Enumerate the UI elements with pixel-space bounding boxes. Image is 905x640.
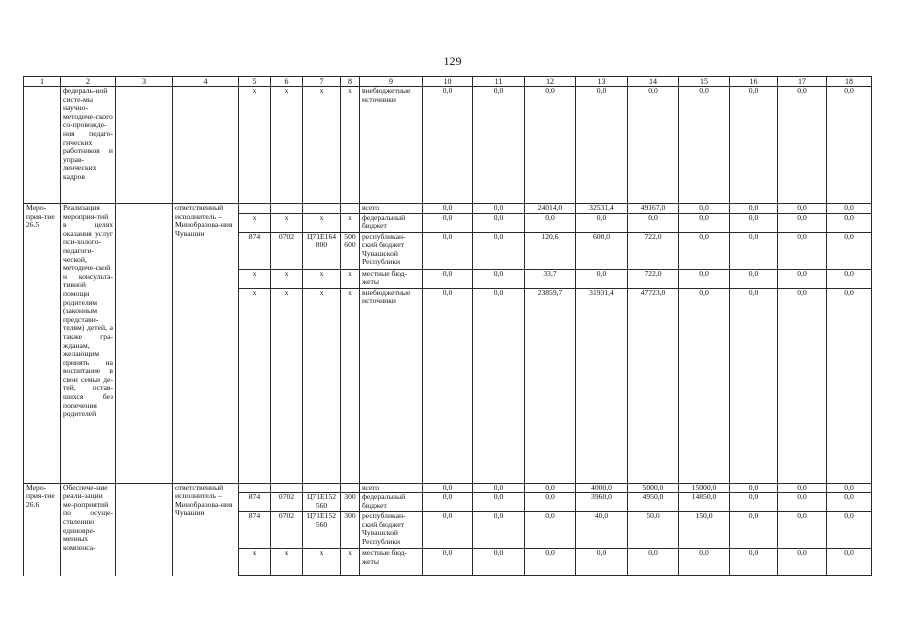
budget-code-c5: x bbox=[239, 549, 271, 576]
value-cell: 0,0 bbox=[525, 213, 576, 232]
budget-code-c6: x bbox=[271, 269, 303, 288]
value-cell: 0,0 bbox=[730, 288, 778, 483]
value-cell: 600,0 bbox=[576, 232, 628, 269]
column-number-8: 8 bbox=[341, 77, 360, 87]
continuation-row bbox=[24, 87, 872, 204]
header-row bbox=[24, 77, 872, 87]
budget-code-c8: x bbox=[341, 87, 360, 204]
budget-code-c8: x bbox=[341, 269, 360, 288]
value-cell: 0,0 bbox=[473, 269, 525, 288]
value-cell: 0,0 bbox=[423, 493, 473, 512]
budget-code-c5: 874 bbox=[239, 232, 271, 269]
funding-source: внебюджетные источники bbox=[360, 87, 423, 204]
value-cell: 0,0 bbox=[473, 512, 525, 549]
budget-code-c7 bbox=[303, 483, 341, 493]
event-name: Обеспече-ние реали-зации ме-роприятий по осуще-ствлению единовре-менных компенса- bbox=[61, 483, 116, 576]
value-cell: 0,0 bbox=[778, 232, 827, 269]
responsible-executor: ответственный исполнитель – Минобразова-ния Чувашии bbox=[173, 204, 239, 484]
budget-code-c7: Ц71E164 800 bbox=[303, 232, 341, 269]
budget-code-c8: x bbox=[341, 213, 360, 232]
value-cell: 0,0 bbox=[679, 87, 730, 204]
column-3-cell bbox=[116, 483, 173, 576]
value-cell: 0,0 bbox=[525, 483, 576, 493]
value-cell: 0,0 bbox=[423, 232, 473, 269]
table-row bbox=[24, 483, 872, 493]
value-cell: 0,0 bbox=[778, 288, 827, 483]
value-cell: 0,0 bbox=[473, 87, 525, 204]
value-cell: 0,0 bbox=[525, 512, 576, 549]
value-cell: 0,0 bbox=[778, 269, 827, 288]
value-cell: 0,0 bbox=[730, 232, 778, 269]
budget-code-c7: x bbox=[303, 269, 341, 288]
value-cell: 150,0 bbox=[679, 512, 730, 549]
value-cell: 4950,0 bbox=[628, 493, 679, 512]
budget-code-c8: 500 600 bbox=[341, 232, 360, 269]
column-number-15: 15 bbox=[679, 77, 730, 87]
funding-source: внебюджетные источники bbox=[360, 288, 423, 483]
budget-code-c7: x bbox=[303, 87, 341, 204]
column-number-16: 16 bbox=[730, 77, 778, 87]
event-name-cell: федераль-ной систе-мы научно-методиче-ского со-провожде-ния педаго-гических работников и управ-ленческих кадров bbox=[61, 87, 116, 204]
value-cell: 0,0 bbox=[730, 213, 778, 232]
value-cell: 0,0 bbox=[778, 512, 827, 549]
column-number-14: 14 bbox=[628, 77, 679, 87]
value-cell: 14850,0 bbox=[679, 493, 730, 512]
value-cell: 0,0 bbox=[827, 269, 872, 288]
value-cell: 23859,7 bbox=[525, 288, 576, 483]
value-cell: 0,0 bbox=[679, 232, 730, 269]
budget-code-c7: Ц71E152 560 bbox=[303, 493, 341, 512]
budget-code-c8 bbox=[341, 483, 360, 493]
value-cell: 40,0 bbox=[576, 512, 628, 549]
budget-table bbox=[23, 76, 872, 576]
value-cell: 50,0 bbox=[628, 512, 679, 549]
value-cell: 5000,0 bbox=[628, 483, 679, 493]
funding-source: республикан-ский бюджет Чувашской Республики bbox=[360, 512, 423, 549]
column-3-cell bbox=[116, 204, 173, 484]
column-number-17: 17 bbox=[778, 77, 827, 87]
value-cell: 3960,0 bbox=[576, 493, 628, 512]
page-number: 129 bbox=[443, 54, 462, 68]
value-cell: 0,0 bbox=[679, 549, 730, 576]
budget-code-c5: x bbox=[239, 269, 271, 288]
value-cell: 47723,0 bbox=[628, 288, 679, 483]
column-number-11: 11 bbox=[473, 77, 525, 87]
budget-code-c5: x bbox=[239, 288, 271, 483]
budget-code-c6: 0702 bbox=[271, 232, 303, 269]
value-cell: 0,0 bbox=[730, 483, 778, 493]
column-number-1: 1 bbox=[24, 77, 61, 87]
value-cell: 0,0 bbox=[679, 269, 730, 288]
funding-source: всего bbox=[360, 204, 423, 214]
value-cell: 120,6 bbox=[525, 232, 576, 269]
funding-source: местные бюд-жеты bbox=[360, 269, 423, 288]
value-cell: 0,0 bbox=[576, 549, 628, 576]
value-cell: 722,0 bbox=[628, 232, 679, 269]
value-cell: 0,0 bbox=[827, 483, 872, 493]
value-cell: 0,0 bbox=[473, 232, 525, 269]
budget-code-c8: 300 bbox=[341, 493, 360, 512]
value-cell: 0,0 bbox=[778, 483, 827, 493]
column-number-7: 7 bbox=[303, 77, 341, 87]
column-number-2: 2 bbox=[61, 77, 116, 87]
budget-code-c5: x bbox=[239, 87, 271, 204]
value-cell: 0,0 bbox=[423, 213, 473, 232]
value-cell: 0,0 bbox=[730, 512, 778, 549]
column-number-5: 5 bbox=[239, 77, 271, 87]
value-cell: 0,0 bbox=[778, 87, 827, 204]
column-number-6: 6 bbox=[271, 77, 303, 87]
table-row bbox=[24, 204, 872, 214]
value-cell: 0,0 bbox=[778, 213, 827, 232]
value-cell: 0,0 bbox=[827, 549, 872, 576]
responsible-executor: ответственный исполнитель – Минобразова-ния Чувашии bbox=[173, 483, 239, 576]
budget-code-c6: 0702 bbox=[271, 512, 303, 549]
budget-code-c7: Ц71E152 560 bbox=[303, 512, 341, 549]
value-cell: 0,0 bbox=[576, 87, 628, 204]
value-cell: 0,0 bbox=[730, 204, 778, 214]
value-cell: 0,0 bbox=[423, 512, 473, 549]
budget-code-c6 bbox=[271, 483, 303, 493]
column-number-4: 4 bbox=[173, 77, 239, 87]
funding-source: местные бюд-жеты bbox=[360, 549, 423, 576]
value-cell: 0,0 bbox=[827, 493, 872, 512]
column-number-13: 13 bbox=[576, 77, 628, 87]
value-cell: 24014,0 bbox=[525, 204, 576, 214]
responsible-cell bbox=[173, 87, 239, 204]
budget-code-c8: x bbox=[341, 549, 360, 576]
funding-source: всего bbox=[360, 483, 423, 493]
value-cell: 0,0 bbox=[827, 213, 872, 232]
value-cell: 0,0 bbox=[827, 204, 872, 214]
value-cell: 0,0 bbox=[576, 269, 628, 288]
value-cell: 0,0 bbox=[423, 549, 473, 576]
budget-code-c5 bbox=[239, 483, 271, 493]
value-cell: 0,0 bbox=[827, 232, 872, 269]
value-cell: 0,0 bbox=[473, 493, 525, 512]
value-cell: 722,0 bbox=[628, 269, 679, 288]
budget-code-c8: 300 bbox=[341, 512, 360, 549]
funding-source: республикан-ский бюджет Чувашской Республики bbox=[360, 232, 423, 269]
value-cell: 0,0 bbox=[778, 493, 827, 512]
value-cell: 32531,4 bbox=[576, 204, 628, 214]
value-cell: 49167,0 bbox=[628, 204, 679, 214]
budget-code-c6: x bbox=[271, 288, 303, 483]
value-cell: 0,0 bbox=[473, 288, 525, 483]
value-cell: 33,7 bbox=[525, 269, 576, 288]
value-cell: 0,0 bbox=[423, 204, 473, 214]
budget-code-c5: 874 bbox=[239, 493, 271, 512]
value-cell: 0,0 bbox=[730, 87, 778, 204]
value-cell: 0,0 bbox=[525, 549, 576, 576]
event-label: Меро-прия-тие 26.5 bbox=[24, 204, 61, 484]
value-cell: 0,0 bbox=[473, 549, 525, 576]
budget-code-c5 bbox=[239, 204, 271, 214]
value-cell: 0,0 bbox=[473, 213, 525, 232]
budget-code-c7: x bbox=[303, 549, 341, 576]
budget-code-c6: x bbox=[271, 87, 303, 204]
value-cell: 0,0 bbox=[679, 213, 730, 232]
budget-code-c6: 0702 bbox=[271, 493, 303, 512]
value-cell: 0,0 bbox=[730, 269, 778, 288]
column-number-9: 9 bbox=[360, 77, 423, 87]
value-cell: 0,0 bbox=[423, 87, 473, 204]
budget-code-c7 bbox=[303, 204, 341, 214]
value-cell: 0,0 bbox=[423, 269, 473, 288]
value-cell: 15000,0 bbox=[679, 483, 730, 493]
value-cell: 0,0 bbox=[730, 549, 778, 576]
value-cell: 0,0 bbox=[730, 493, 778, 512]
budget-code-c5: x bbox=[239, 213, 271, 232]
budget-code-c6 bbox=[271, 204, 303, 214]
value-cell: 0,0 bbox=[525, 87, 576, 204]
column-3-cell bbox=[116, 87, 173, 204]
value-cell: 0,0 bbox=[778, 204, 827, 214]
value-cell: 0,0 bbox=[576, 213, 628, 232]
value-cell: 0,0 bbox=[827, 87, 872, 204]
value-cell: 0,0 bbox=[679, 288, 730, 483]
budget-code-c6: x bbox=[271, 549, 303, 576]
value-cell: 0,0 bbox=[827, 288, 872, 483]
value-cell: 0,0 bbox=[423, 288, 473, 483]
column-number-18: 18 bbox=[827, 77, 872, 87]
value-cell: 0,0 bbox=[679, 204, 730, 214]
column-number-3: 3 bbox=[116, 77, 173, 87]
value-cell: 0,0 bbox=[628, 549, 679, 576]
value-cell: 31931,4 bbox=[576, 288, 628, 483]
value-cell: 0,0 bbox=[423, 483, 473, 493]
value-cell: 0,0 bbox=[525, 493, 576, 512]
event-label: Меро-прия-тие 26.6 bbox=[24, 483, 61, 576]
budget-code-c7: x bbox=[303, 288, 341, 483]
value-cell: 4000,0 bbox=[576, 483, 628, 493]
budget-code-c8: x bbox=[341, 288, 360, 483]
event-name: Реализация мероприя-тий в целях оказания услуг пси-холого-педагоги-ческой, методиче-ской и консульта-тивной помощи родителям (законным представи-телям) детей, а также гра-жданам, желающим принять на воспитание в свои семьи де-тей, остав-шихся без попечения родителей bbox=[61, 204, 116, 484]
column-number-10: 10 bbox=[423, 77, 473, 87]
value-cell: 0,0 bbox=[628, 213, 679, 232]
funding-source: федеральный бюджет bbox=[360, 213, 423, 232]
value-cell: 0,0 bbox=[473, 483, 525, 493]
budget-code-c8 bbox=[341, 204, 360, 214]
value-cell: 0,0 bbox=[827, 512, 872, 549]
funding-source: федеральный бюджет bbox=[360, 493, 423, 512]
column-number-12: 12 bbox=[525, 77, 576, 87]
value-cell: 0,0 bbox=[778, 549, 827, 576]
value-cell: 0,0 bbox=[628, 87, 679, 204]
budget-code-c7: x bbox=[303, 213, 341, 232]
budget-code-c6: x bbox=[271, 213, 303, 232]
budget-code-c5: 874 bbox=[239, 512, 271, 549]
value-cell: 0,0 bbox=[473, 204, 525, 214]
event-label-cell bbox=[24, 87, 61, 204]
